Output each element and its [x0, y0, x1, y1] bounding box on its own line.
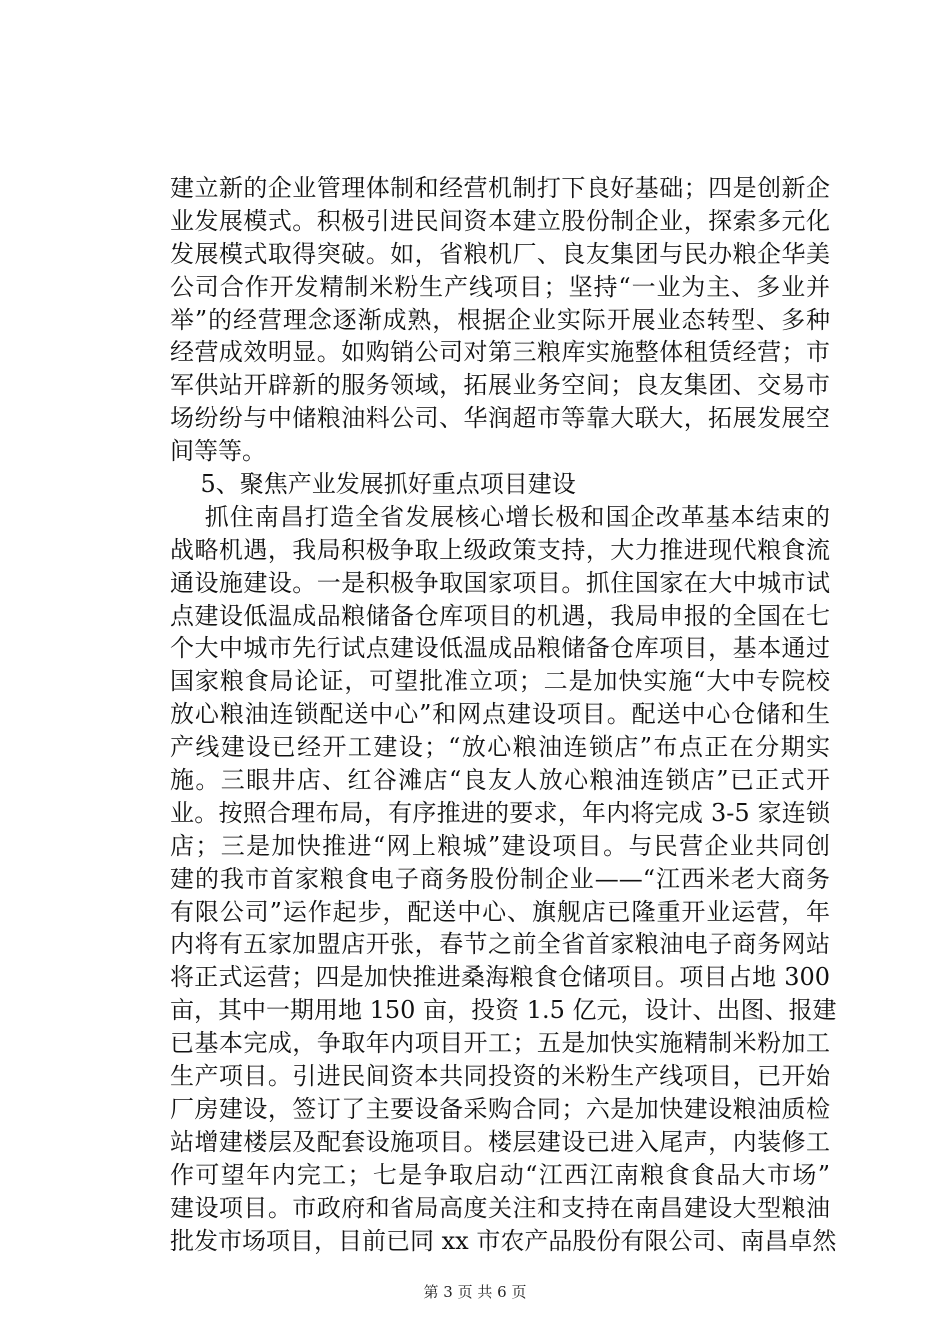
text-line: 举”的经营理念逐渐成熟，根据企业实际开展业态转型、多种: [170, 305, 830, 334]
text-line: 生产项目。引进民间资本共同投资的米粉生产线项目，已开始: [170, 1062, 830, 1091]
text-line: 店；三是加快推进“网上粮城”建设项目。与民营企业共同创: [170, 831, 830, 860]
text-line: 已基本完成，争取年内项目开工；五是加快实施精制米粉加工: [170, 1029, 830, 1058]
text-line: 间等等。: [170, 437, 266, 466]
text-line: 建立新的企业管理体制和经营机制打下良好基础；四是创新企: [170, 174, 830, 202]
text-line: 亩，其中一期用地 150 亩，投资 1.5 亿元，设计、出图、报建: [170, 996, 837, 1025]
document-body: [170, 172, 837, 1257]
text-line: 业。按照合理布局，有序推进的要求，年内将完成 3-5 家连锁: [170, 798, 830, 827]
text-line: 场纷纷与中储粮油料公司、华润超市等靠大联大，拓展发展空: [170, 404, 830, 433]
text-line: 施。三眼井店、红谷滩店“良友人放心粮油连锁店”已正式开: [170, 766, 830, 795]
text-line: 有限公司”运作起步，配送中心、旗舰店已隆重开业运营，年: [170, 897, 830, 926]
text-line: 将正式运营；四是加快推进桑海粮食仓储项目。项目占地 300: [170, 963, 830, 992]
text-line: 军供站开辟新的服务领域，拓展业务空间；良友集团、交易市: [170, 371, 830, 400]
text-line: 内将有五家加盟店开张，春节之前全省首家粮油电子商务网站: [170, 930, 830, 959]
text-line: 建的我市首家粮食电子商务股份制企业——“江西米老大商务: [170, 864, 830, 893]
text-line: 通设施建设。一是积极争取国家项目。抓住国家在大中城市试: [170, 568, 830, 597]
text-line: 厂房建设，签订了主要设备采购合同；六是加快建设粮油质检: [170, 1094, 830, 1123]
text-line: 产线建设已经开工建设；“放心粮油连锁店”布点正在分期实: [170, 733, 830, 762]
text-line: 5、聚焦产业发展抓好重点项目建设: [170, 470, 576, 499]
page-footer: 第 3 页 共 6 页: [423, 1283, 527, 1301]
text-line: 业发展模式。积极引进民间资本建立股份制企业，探索多元化: [170, 206, 830, 235]
text-line: 放心粮油连锁配送中心”和网点建设项目。配送中心仓储和生: [170, 700, 830, 729]
text-line: 建设项目。市政府和省局高度关注和支持在南昌建设大型粮油: [170, 1193, 830, 1222]
text-line: 个大中城市先行试点建设低温成品粮储备仓库项目，基本通过: [170, 634, 830, 663]
text-line: 站增建楼层及配套设施项目。楼层建设已进入尾声，内装修工: [170, 1127, 830, 1156]
text-line: 国家粮食局论证，可望批准立项；二是加快实施“大中专院校: [170, 667, 830, 696]
text-line: 作可望年内完工；七是争取启动“江西江南粮食食品大市场”: [170, 1160, 830, 1189]
text-line: 经营成效明显。如购销公司对第三粮库实施整体租赁经营；市: [170, 338, 830, 367]
text-line: 战略机遇，我局积极争取上级政策支持，大力推进现代粮食流: [170, 535, 830, 564]
text-line: 公司合作开发精制米粉生产线项目；坚持“一业为主、多业并: [170, 272, 830, 301]
text-line: 批发市场项目，目前已同 xx 市农产品股份有限公司、南昌卓然: [170, 1226, 837, 1255]
text-line: 点建设低温成品粮储备仓库项目的机遇，我局申报的全国在七: [170, 601, 830, 630]
text-line: 发展模式取得突破。如，省粮机厂、良友集团与民办粮企华美: [170, 239, 830, 268]
text-line: 抓住南昌打造全省发展核心增长极和国企改革基本结束的: [170, 502, 830, 531]
